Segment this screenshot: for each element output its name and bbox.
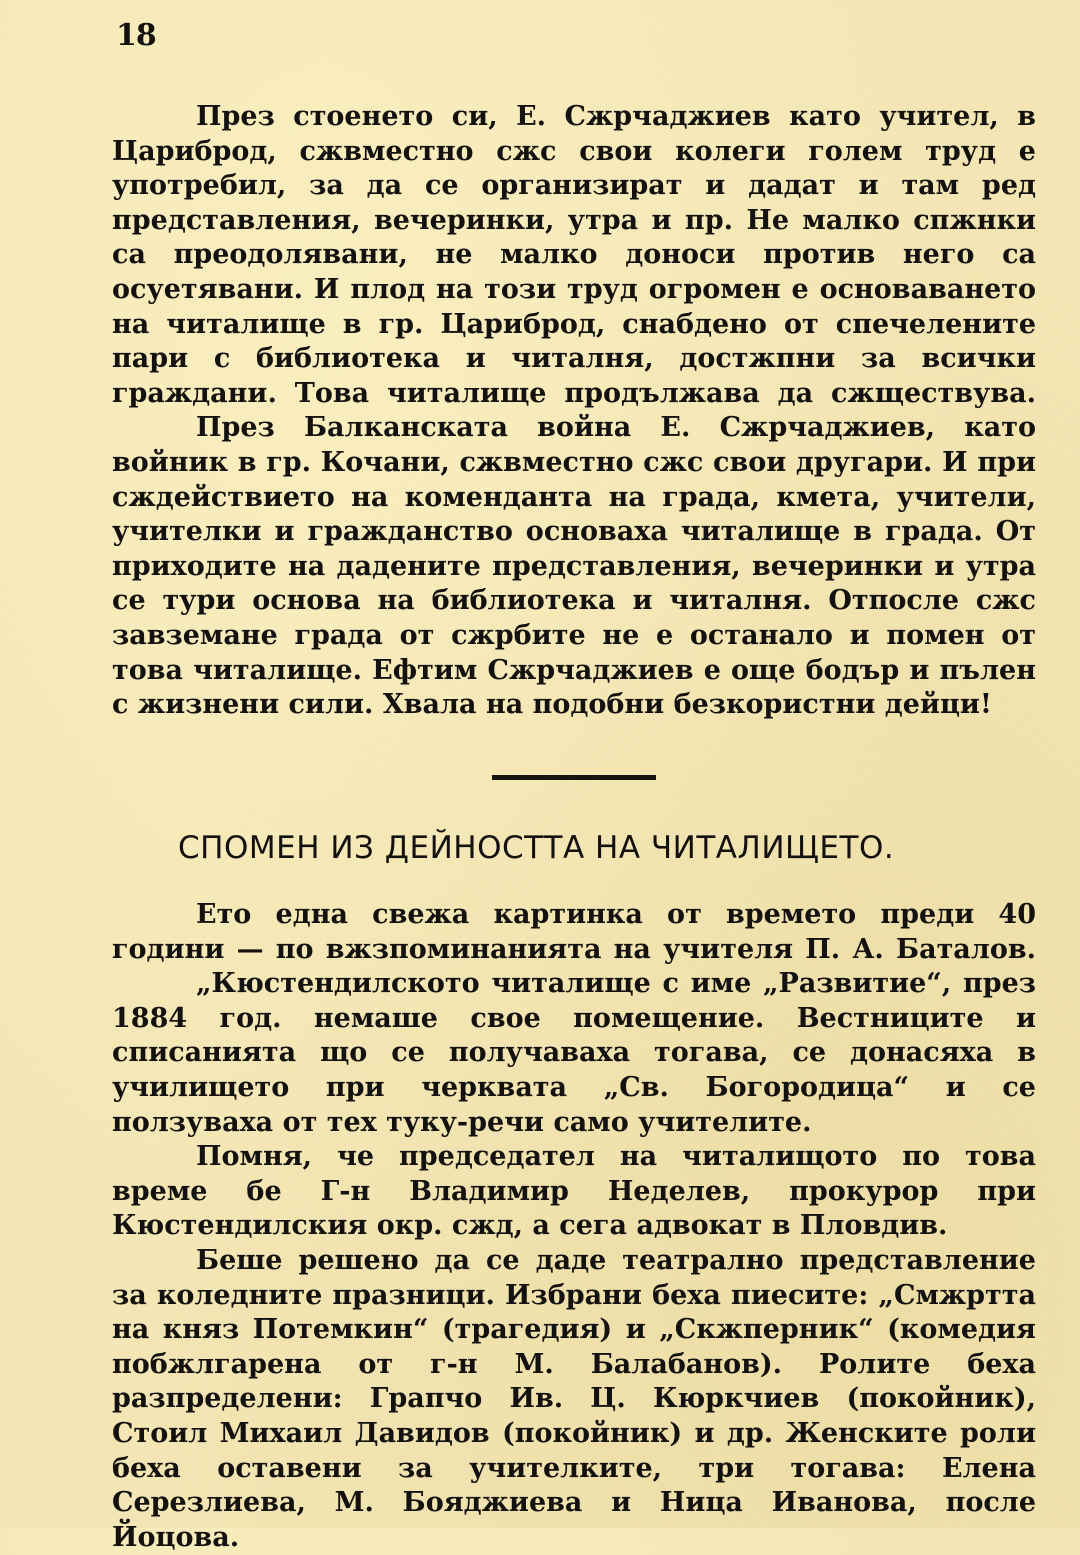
paragraph-kyustendil-reading-room: „Кюстендилското читалище с име „Развитие“, през 1884 год. немаше свое помещение. Вестниците и списанията що се получаваха тогава, се донасяха в училището при черквата „Св. Богородица“ и се ползуваха от тех туку-речи само учителите.: [112, 968, 1036, 1138]
section-divider: [492, 775, 656, 780]
paragraph-kochani: През Балканската война Е. Сжрчаджиев, като войник в гр. Кочани, сжвместно сжс свои другари. И при сждействието на коменданта на града, кмета, учители, учителки и гражданство основаха читалище в града. От приходите на дадените представления, вечеринки и утра се тури основа на библиотека и читалня. Отпосле сжс завземане града от сжрбите не е останало и помен от това читалище. Ефтим Сжрчаджиев е още бодър и пълен с жизнени сили. Хвала на подобни безкористни дейци!: [112, 412, 1036, 721]
paragraph-theatre-play: Беше решено да се даде театрално представление за коледните празници. Избрани беха пиесите: „Смжртта на княз Потемкин“ (трагедия) и „Скжперник“ (комедия побжлгарена от г-н М. Балабанов). Ролите беха разпределени: Грапчо Ив. Ц. Кюркчиев (покойник), Стоил Михаил Давидов (покойник) и др. Женските роли беха оставени за учителките, три тогава: Елена Серезлиева, М. Бояджиева и Ница Иванова, после Йоцова.: [112, 1244, 1036, 1553]
paragraph-intro: Ето една свежа картинка от времето преди 40 години — по вжзпоминанията на учителя П. А. Баталов.: [112, 899, 1036, 965]
article-bottom: [112, 898, 1036, 1555]
paragraph-chairman: Помня, че председател на читалищото по това време бе Г-н Владимир Неделев, прокурор при Кюстендилския окр. сжд, а сега адвокат в Пловдив.: [112, 1141, 1036, 1242]
paragraph-tsaribrod: През стоенето си, Е. Сжрчаджиев като учител, в Цариброд, сжвместно сжс свои колеги голем труд е употребил, за да се организират и дадат и там ред представления, вечеринки, утра и пр. Не малко спжнки са преодолявани, не малко доноси против него са осуетявани. И плод на този труд огромен е основаването на читалище в гр. Цариброд, снабдено от спечелените пари с библиотека и читалня, достжпни за всички граждани. Това читалище продължава да сжществува.: [112, 101, 1036, 409]
article-top: [112, 100, 1036, 723]
page-number: 18: [116, 18, 156, 53]
section-heading: СПОМЕН ИЗ ДЕЙНОСТТА НА ЧИТАЛИЩЕТО.: [178, 830, 895, 866]
